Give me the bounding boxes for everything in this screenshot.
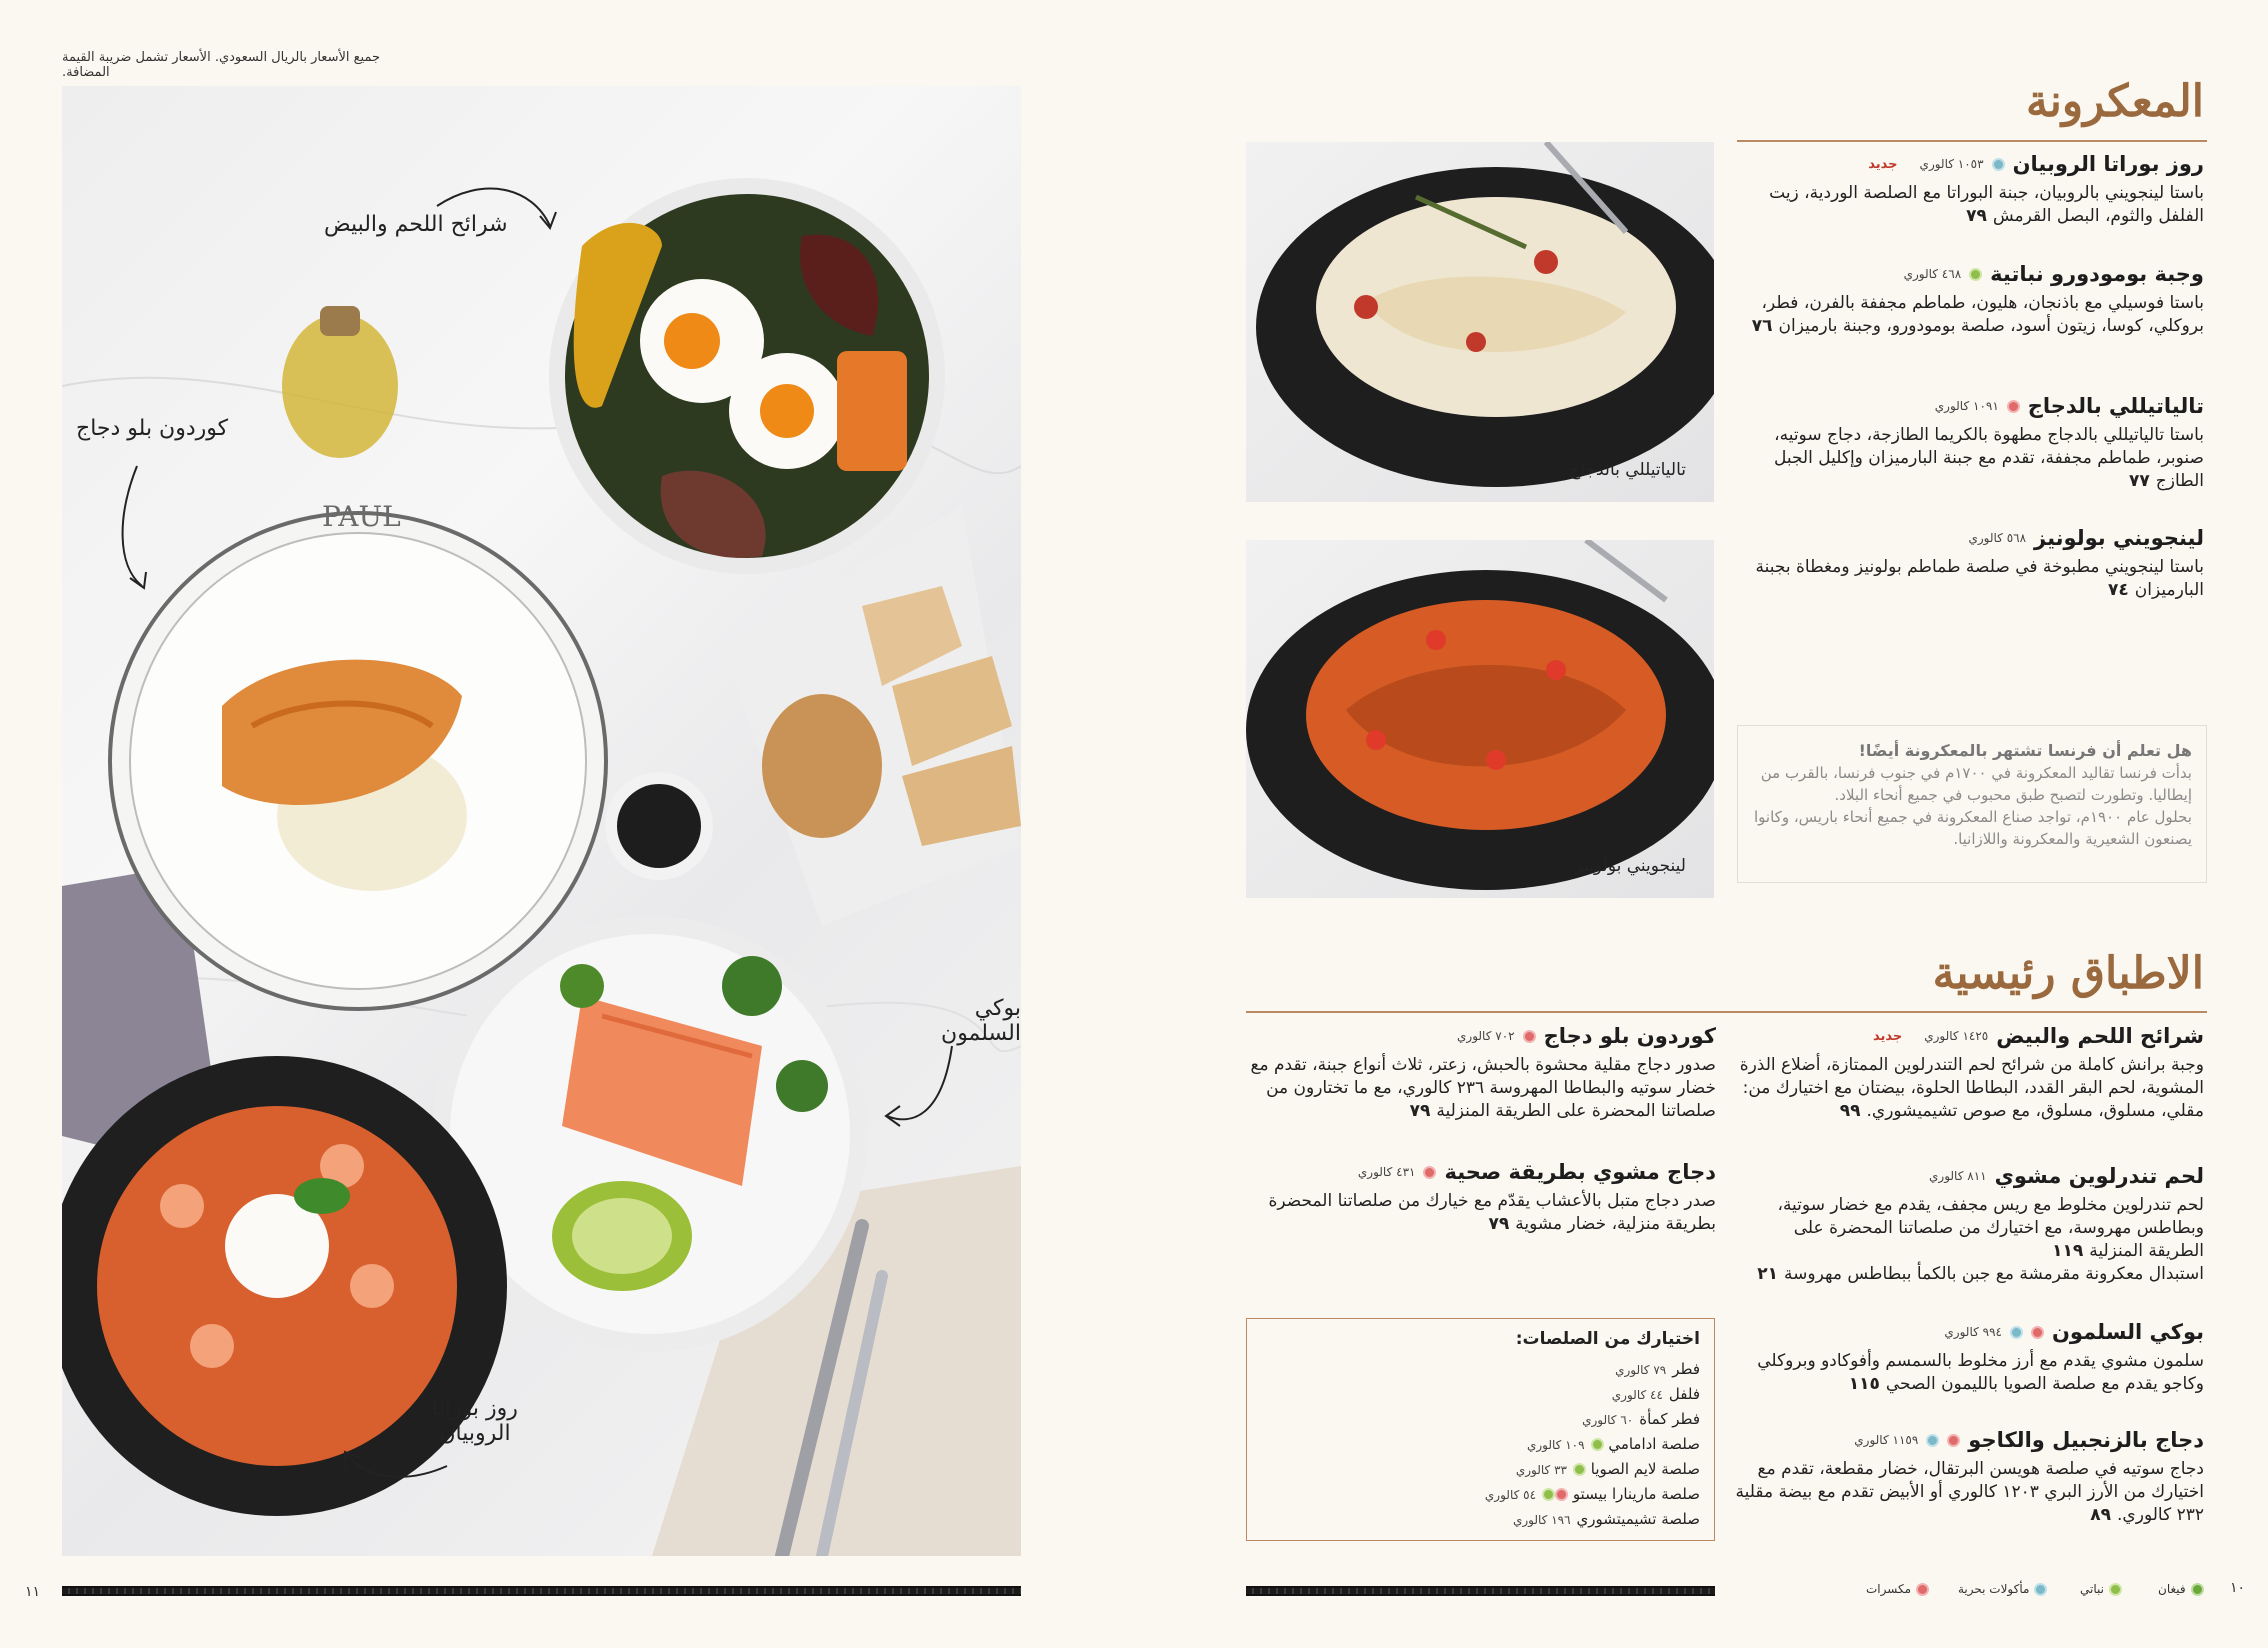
dish-calories: ١٠٥٣ كالوري: [1919, 157, 1984, 171]
photo-bolognese: [1246, 540, 1714, 898]
dish-description: باستا لينجويني مطبوخة في صلصة طماطم بولونيز ومغطاة بجبنة البارميزان: [1755, 557, 2204, 600]
did-you-know-line: بحلول عام ١٩٠٠م، تواجد صناع المعكرونة في جميع أنحاء باريس، وكانوا: [1754, 808, 2192, 826]
dish-calories: ٩٩٤ كالوري: [1944, 1325, 2002, 1339]
dish-description: سلمون مشوي يقدم مع أرز مخلوط بالسمسم وأفوكادو وبروكلي وكاجو يقدم مع صلصة الصويا بالليمون الصحي: [1757, 1351, 2204, 1394]
dish-name: بوكي السلمون: [2051, 1320, 2204, 1344]
right-page-number: ١٠: [2230, 1580, 2246, 1596]
dish-description: دجاج سوتيه في صلصة هويسن البرتقال، خضار مقطعة، تقدم مع اختيارك من الأرز البري ١٢٠٣ كالوري أو الأبيض تقدم مع بيضة مقلية ٢٣٢ كالوري.: [1735, 1459, 2204, 1525]
mains-title-rule: [1246, 1011, 2207, 1013]
dish-calories: ٥٦٨ كالوري: [1968, 531, 2027, 545]
vegetarian-icon: [1542, 1488, 1555, 1501]
legend-vegetarian: نباتي: [2080, 1582, 2122, 1596]
dish-calories: ٧٠٢ كالوري: [1457, 1029, 1515, 1043]
dish-name: روز بوراتا الروبيان: [2012, 152, 2204, 176]
nuts-icon: [2031, 1326, 2044, 1339]
dish-price: ٧٩: [1409, 1101, 1431, 1121]
seafood-icon: [1992, 158, 2005, 171]
svg-text:PAUL: PAUL: [322, 500, 401, 533]
dish-name: لينجويني بولونيز: [2034, 526, 2204, 550]
dish-tagliatelle-chicken: [1734, 394, 2204, 493]
did-you-know-line: يصنعون الشعيرية والمعكرونة واللازانيا.: [1953, 830, 2192, 848]
nuts-icon: [1947, 1434, 1960, 1447]
dish-name: كوردون بلو دجاج: [1543, 1024, 1716, 1048]
dish-price: ١١٩: [2052, 1241, 2084, 1261]
vegan-icon: [2191, 1583, 2204, 1596]
dish-description: صدور دجاج مقلية محشوة بالحبش، زعتر، ثلاث أنواع جبنة، تقدم مع خضار سوتيه والبطاطا المهروسة ٢٣٦ كالوري، مع ما تختارون من صلصاتنا المحضرة على الطريقة المنزلية: [1250, 1055, 1716, 1121]
dish-salmon-poke: [1734, 1320, 2204, 1396]
vegetarian-icon: [1591, 1438, 1604, 1451]
dish-price: ٩٩: [1839, 1101, 1861, 1121]
did-you-know-line: إيطاليا. وتطورت لتصبح طبق محبوب في جميع أنحاء البلاد.: [1834, 786, 2192, 804]
left-bottom-border: [62, 1586, 1021, 1596]
dish-calories: ١١٥٩ كالوري: [1854, 1433, 1919, 1447]
dish-description: باستا لينجويني بالروبيان، جبنة البوراتا مع الصلصة الوردية، زيت الفلفل والثوم، البصل القرمش: [1769, 183, 2204, 226]
legend-vegan: فيغان: [2158, 1582, 2204, 1596]
pasta-section-title: المعكرونة: [2026, 76, 2204, 127]
nuts-icon: [2007, 400, 2020, 413]
dish-price: ١١٥: [1848, 1374, 1880, 1394]
new-badge: جديد: [1872, 1028, 1903, 1044]
dish-name: شرائح اللحم والبيض: [1996, 1024, 2204, 1048]
dish-steak-eggs: [1734, 1024, 2204, 1123]
dish-description: باستا فوسيلي مع باذنجان، هليون، طماطم مجففة بالفرن، فطر، بروكلي، كوسا، زيتون أسود، صلصة بومودورو، وجبنة بارميزان: [1761, 293, 2204, 336]
sauce-item: صلصة مارينارا بيستو ٥٤ كالوري: [1484, 1485, 1700, 1503]
dish-calories: ٨١١ كالوري: [1929, 1169, 1987, 1183]
seafood-icon: [2010, 1326, 2023, 1339]
dish-name: لحم تندرلوين مشوي: [1994, 1164, 2204, 1188]
food-photo: [62, 86, 1021, 1556]
dish-price: ٧٩: [1488, 1214, 1510, 1234]
dish-extra-price: ٢١: [1757, 1264, 1779, 1284]
dish-description: وجبة برانش كاملة من شرائح لحم التندرلوين الممتازة، أضلاع الذرة المشوية، لحم البقر القدد، البطاطا الحلوة، بيضتان مع اختيارك من: مقلي، مسلوق، مسلوق، مع صوص تشيميشوري.: [1739, 1055, 2204, 1121]
seafood-icon: [1926, 1434, 1939, 1447]
nuts-icon: [1916, 1583, 1929, 1596]
mains-section-title: الاطباق رئيسية: [1932, 948, 2204, 999]
dish-name: دجاج مشوي بطريقة صحية: [1444, 1160, 1716, 1184]
dish-price: ٧٧: [2129, 471, 2150, 491]
photo-caption: لينجويني بولونيز: [1574, 856, 1686, 876]
dish-grilled-tenderloin: [1734, 1164, 2204, 1286]
dish-name: وجبة بومودورو نباتية: [1990, 262, 2204, 286]
vegetarian-icon: [1573, 1463, 1586, 1476]
dish-calories: ٤٦٨ كالوري: [1903, 267, 1962, 281]
seafood-icon: [2034, 1583, 2047, 1596]
dish-name: تالياتيللي بالدجاج: [2027, 394, 2204, 418]
vegetarian-icon: [2109, 1583, 2122, 1596]
nuts-icon: [1423, 1166, 1436, 1179]
dish-pomodoro-veg: [1734, 262, 2204, 338]
dish-description: باستا تالياتيللي بالدجاج مطهوة بالكريما الطازجة، دجاج سوتيه، صنوبر، طماطم مجففة، تقدم مع جبنة البارميزان وإكليل الجبل الطازج: [1773, 425, 2204, 491]
right-bottom-border: [1246, 1586, 1715, 1596]
nuts-icon: [1555, 1488, 1568, 1501]
did-you-know-question: هل تعلم أن فرنسا تشتهر بالمعكرونة أيضًا!: [1858, 741, 2192, 760]
callout-steak-egg: شرائح اللحم والبيض: [324, 212, 508, 237]
callout-salmon-poke: بوكي السلمون: [941, 996, 1021, 1046]
sauce-item: فطر٧٩ كالوري: [1615, 1360, 1700, 1378]
legend-nuts: مكسرات: [1866, 1582, 1929, 1596]
legend-seafood: مأكولات بحرية: [1958, 1582, 2047, 1596]
callout-rose-burrata-line2: الروبيان: [439, 1421, 511, 1446]
dish-calories: ١٤٢٥ كالوري: [1924, 1029, 1989, 1043]
dish-calories: ٤٣١ كالوري: [1357, 1165, 1416, 1179]
dish-price: ٧٩: [1966, 206, 1987, 226]
vat-note: جميع الأسعار بالريال السعودي. الأسعار تشمل ضريبة القيمة المضافة.: [62, 50, 381, 80]
dish-price: ٧٤: [2107, 580, 2129, 600]
sauces-title: اختيارك من الصلصات:: [1515, 1329, 1700, 1349]
dish-ginger-cashew-chicken: [1734, 1428, 2204, 1527]
sauce-item: صلصة لايم الصويا ٣٣ كالوري: [1515, 1460, 1700, 1478]
sauce-item: صلصة ادامامي ١٠٩ كالوري: [1526, 1435, 1700, 1453]
dish-calories: ١٠٩١ كالوري: [1934, 399, 1999, 413]
photo-tagliatelle: [1246, 142, 1714, 502]
photo-caption: تالياتيللي بالدجاج: [1569, 460, 1686, 480]
new-badge: جديد: [1868, 156, 1898, 172]
sauces-box: [1246, 1318, 1715, 1541]
dish-description: لحم تندرلوين مخلوط مع ريس مجفف، يقدم مع خضار سوتية، وبطاطس مهروسة، مع اختيارك من صلصاتنا المحضرة على الطريقة المنزلية: [1777, 1195, 2204, 1261]
dish-description: صدر دجاج متبل بالأعشاب يقدّم مع خيارك من صلصاتنا المحضرة بطريقة منزلية، خضار مشوية: [1268, 1191, 1716, 1234]
pasta-title-rule: [1737, 140, 2207, 142]
dish-healthy-grilled-chicken: [1246, 1160, 1716, 1236]
left-page-number: ١١: [25, 1584, 41, 1600]
dish-price: ٨٩: [2090, 1505, 2112, 1525]
callout-cordon-bleu: كوردون بلو دجاج: [76, 416, 229, 441]
dish-price: ٧٦: [1751, 316, 1773, 336]
sauce-item: فلفل٤٤ كالوري: [1611, 1385, 1700, 1403]
vegetarian-icon: [1969, 268, 1982, 281]
dish-rose-burrata: [1734, 152, 2204, 228]
callout-rose-burrata-line1: روز بوراتا: [432, 1396, 518, 1421]
sauce-item: فطر كمأة٦٠ كالوري: [1582, 1410, 1700, 1428]
dish-cordon-bleu: [1246, 1024, 1716, 1123]
dish-name: دجاج بالزنجبيل والكاجو: [1968, 1428, 2204, 1452]
dish-extra: استبدال معكرونة مقرمشة مع جبن بالكمأ ببطاطس مهروسة: [1784, 1264, 2204, 1284]
did-you-know-box: [1737, 725, 2207, 883]
callout-rose-burrata: [432, 1396, 518, 1446]
did-you-know-line: بدأت فرنسا تقاليد المعكرونة في ١٧٠٠م في جنوب فرنسا، بالقرب من: [1760, 764, 2192, 782]
dish-linguine-bolognese: [1734, 526, 2204, 602]
nuts-icon: [1523, 1030, 1536, 1043]
sauce-item: صلصة تشيميتشوري١٩٦ كالوري: [1512, 1510, 1700, 1528]
